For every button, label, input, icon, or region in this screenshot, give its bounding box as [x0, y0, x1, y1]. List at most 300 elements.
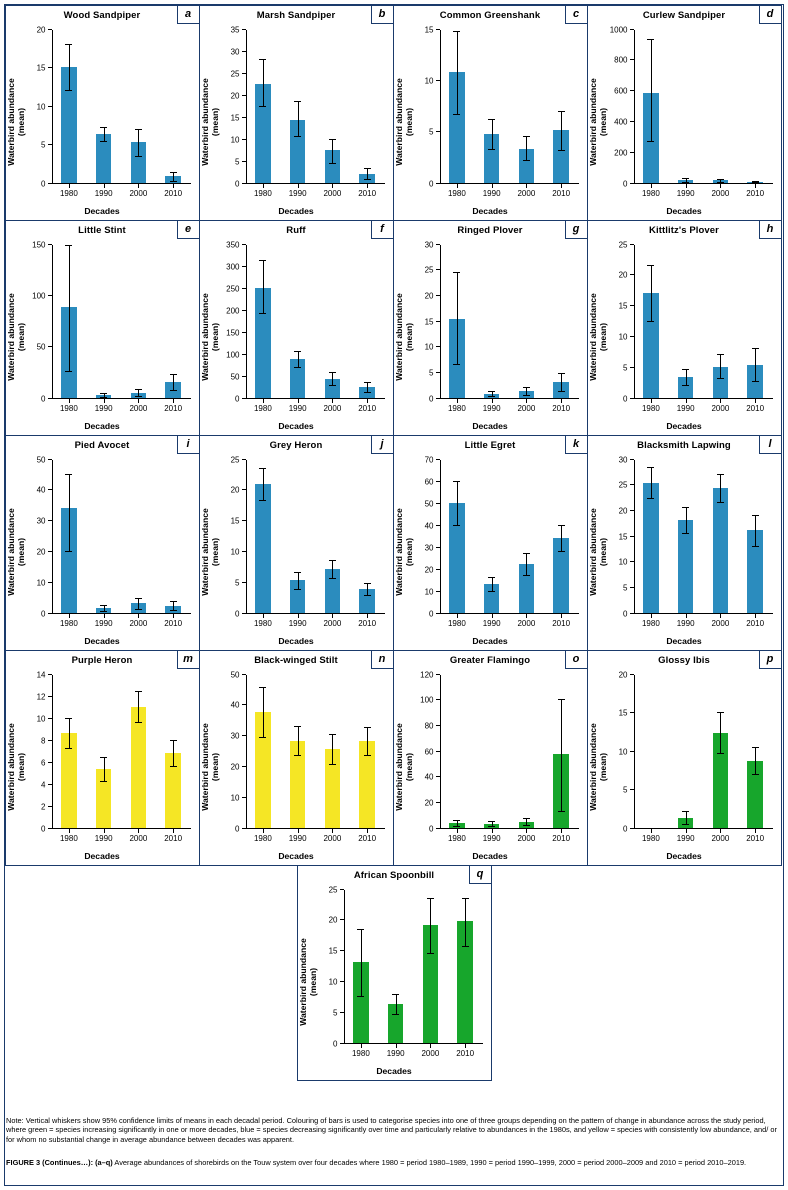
y-axis-label-line: Waterbird abundance	[199, 77, 210, 166]
y-axis-line	[52, 460, 53, 614]
error-bar-cap	[523, 387, 530, 388]
y-tick-label: 30	[424, 240, 434, 249]
error-bar	[332, 561, 333, 579]
axis-box	[609, 25, 773, 198]
x-tick	[298, 829, 299, 833]
error-bar-cap	[294, 572, 301, 573]
x-axis-label: Decades	[278, 635, 314, 646]
y-axis-line	[246, 460, 247, 614]
error-bar	[526, 554, 527, 576]
y-tick-label: 10	[618, 747, 628, 756]
y-tick-label: 30	[618, 455, 628, 464]
y-tick	[242, 51, 246, 52]
axis-box	[230, 25, 385, 198]
error-bar-cap	[488, 826, 495, 827]
y-tick-label: 60	[424, 747, 434, 756]
y-tick	[630, 121, 634, 122]
x-tick-label: 1990	[288, 403, 307, 413]
x-tick	[69, 399, 70, 403]
y-tick-label: 70	[424, 455, 434, 464]
error-bar	[561, 374, 562, 392]
y-tick	[630, 613, 634, 614]
error-bar-cap	[100, 397, 107, 398]
x-axis-line	[634, 613, 773, 614]
error-bar-cap	[170, 172, 177, 173]
y-tick-label: 40	[424, 772, 434, 782]
error-bar-cap	[752, 381, 759, 382]
y-axis-line	[634, 245, 635, 399]
y-tick	[340, 1012, 344, 1013]
chart-title: Pied Avocet	[74, 439, 130, 451]
plot-area	[6, 454, 199, 650]
y-tick-label: 0	[235, 824, 240, 833]
error-bar-cap	[357, 996, 364, 997]
y-tick-label: 10	[230, 547, 240, 557]
x-tick	[69, 184, 70, 188]
figure-note: Note: Vertical whiskers show 95% confidence limits of means in each decadal period. Colouring of bars is used to categorise species into one of three groups depending on the pattern of change in abundance across the study period, where green = species increasing significantly in one or more decades, blue = species decreasing significantly over time and particularly relative to abundances in the 1980s, and yellow = species with consistently low abundance, and/ or for whom no substantial change in average abundance between decades was apparent.	[6, 1116, 777, 1144]
error-bar-cap	[523, 818, 530, 819]
error-bar-cap	[682, 385, 689, 386]
y-tick-label: 40	[230, 700, 240, 710]
y-tick-label: 0	[429, 609, 434, 618]
error-bar-cap	[717, 354, 724, 355]
y-tick-label: 50	[36, 455, 46, 464]
error-bar	[263, 60, 264, 106]
y-tick	[242, 489, 246, 490]
error-bar-cap	[717, 474, 724, 475]
y-tick-label: 10	[230, 135, 240, 144]
y-tick-label: 0	[235, 179, 240, 188]
y-axis-label-line: Waterbird abundance	[393, 77, 404, 166]
error-bar-cap	[647, 39, 654, 40]
y-tick	[48, 674, 52, 675]
error-bar-cap	[558, 111, 565, 112]
chart-panel-k	[393, 435, 588, 651]
y-tick-label: 5	[623, 583, 628, 593]
y-tick-label: 5	[429, 368, 434, 378]
x-tick-label: 1990	[94, 403, 113, 413]
chart-title: Curlew Sandpiper	[642, 9, 726, 21]
y-tick-label: 200	[226, 306, 240, 315]
y-tick	[630, 561, 634, 562]
x-tick-label: 2000	[517, 833, 536, 843]
error-bar	[686, 508, 687, 534]
x-tick	[686, 614, 687, 618]
error-bar-cap	[453, 826, 460, 827]
y-tick	[436, 674, 440, 675]
x-axis-line	[246, 183, 385, 184]
error-bar-cap	[752, 182, 759, 183]
x-axis-line	[246, 828, 385, 829]
y-axis-label-line: Waterbird abundance	[587, 722, 598, 811]
y-tick	[242, 551, 246, 552]
x-tick-label: 1990	[288, 833, 307, 843]
x-tick-label: 1990	[676, 403, 695, 413]
error-bar-cap	[100, 141, 107, 142]
x-axis-label: Decades	[278, 420, 314, 431]
x-tick	[492, 829, 493, 833]
y-axis-label	[6, 62, 26, 182]
y-tick	[436, 372, 440, 373]
panel-tag: q	[469, 866, 491, 884]
chart-title: Blacksmith Lapwing	[637, 439, 731, 451]
y-axis-label-line: (mean)	[597, 537, 608, 566]
x-tick	[298, 184, 299, 188]
error-bar-cap	[65, 245, 72, 246]
x-tick-label: 2010	[358, 188, 377, 198]
x-tick-label: 1990	[482, 833, 501, 843]
error-bar-cap	[392, 1014, 399, 1015]
x-axis-line	[440, 398, 579, 399]
y-tick-label: 10	[36, 102, 46, 111]
x-tick	[332, 399, 333, 403]
error-bar-cap	[135, 129, 142, 130]
y-tick-label: 50	[36, 342, 46, 352]
y-tick-label: 80	[424, 721, 434, 731]
figure-caption	[6, 1158, 782, 1167]
y-tick	[48, 489, 52, 490]
plot-area	[298, 884, 491, 1080]
error-bar-cap	[294, 101, 301, 102]
chart-title: Greater Flamingo	[449, 654, 531, 666]
error-bar-cap	[259, 468, 266, 469]
x-tick	[457, 399, 458, 403]
y-tick-label: 5	[235, 157, 240, 166]
x-tick-label: 2010	[552, 618, 571, 628]
y-tick	[48, 582, 52, 583]
y-axis-label	[394, 62, 414, 182]
y-tick-label: 120	[420, 670, 434, 679]
axis-box	[230, 455, 385, 628]
chart-panel-h	[587, 220, 782, 436]
y-tick	[242, 828, 246, 829]
y-tick	[630, 751, 634, 752]
y-tick	[242, 73, 246, 74]
y-axis-label-line: Waterbird abundance	[393, 722, 404, 811]
y-axis-label-line: (mean)	[597, 752, 608, 781]
error-bar-cap	[558, 551, 565, 552]
axis-box	[618, 455, 773, 628]
axis-box	[424, 455, 579, 628]
y-tick-label: 20	[424, 291, 434, 301]
chart-title: Marsh Sandpiper	[256, 9, 336, 21]
error-bar-cap	[682, 178, 689, 179]
error-bar	[298, 727, 299, 756]
error-bar	[755, 349, 756, 383]
panel-tag: a	[177, 6, 199, 24]
error-bar	[561, 526, 562, 552]
y-tick	[436, 591, 440, 592]
x-axis-label: Decades	[472, 205, 508, 216]
chart-title: Common Greenshank	[439, 9, 541, 21]
x-tick	[465, 1044, 466, 1048]
y-tick-label: 0	[41, 179, 46, 188]
x-tick	[263, 184, 264, 188]
x-tick-label: 1980	[253, 403, 272, 413]
x-axis-label: Decades	[666, 635, 702, 646]
panel-tag: p	[759, 651, 781, 669]
x-axis-line	[440, 613, 579, 614]
error-bar-cap	[427, 953, 434, 954]
x-tick-label: 2000	[517, 618, 536, 628]
chart-panel-n	[199, 650, 394, 866]
x-tick	[755, 399, 756, 403]
error-bar-cap	[453, 525, 460, 526]
x-tick	[104, 184, 105, 188]
y-tick	[436, 613, 440, 614]
error-bar-cap	[259, 687, 266, 688]
error-bar-cap	[364, 727, 371, 728]
error-bar-cap	[558, 391, 565, 392]
y-axis-label-line: Waterbird abundance	[199, 292, 210, 381]
y-tick-label: 20	[36, 25, 46, 34]
y-tick	[242, 29, 246, 30]
y-axis-label-line: (mean)	[403, 537, 414, 566]
x-tick-label: 2000	[129, 403, 148, 413]
error-bar-cap	[259, 737, 266, 738]
error-bar-cap	[558, 699, 565, 700]
y-tick-label: 4	[41, 780, 46, 789]
y-tick-label: 0	[41, 609, 46, 618]
error-bar-cap	[170, 601, 177, 602]
x-tick	[651, 829, 652, 833]
axis-box	[420, 670, 579, 843]
y-tick	[436, 29, 440, 30]
panel-row	[5, 865, 783, 1080]
x-tick	[755, 829, 756, 833]
error-bar	[396, 995, 397, 1015]
y-tick-label: 0	[235, 394, 240, 403]
error-bar-cap	[135, 598, 142, 599]
x-tick	[69, 614, 70, 618]
error-bar-cap	[647, 321, 654, 322]
x-tick	[492, 614, 493, 618]
x-tick-label: 1990	[94, 618, 113, 628]
error-bar-cap	[65, 551, 72, 552]
y-tick-label: 300	[226, 262, 240, 271]
y-tick	[340, 981, 344, 982]
y-tick	[48, 613, 52, 614]
x-tick-label: 2000	[129, 618, 148, 628]
y-axis-label-line: (mean)	[597, 107, 608, 136]
error-bar-cap	[558, 150, 565, 151]
chart-title: Grey Heron	[269, 439, 323, 451]
x-axis-label: Decades	[84, 420, 120, 431]
y-tick	[630, 90, 634, 91]
panel-tag: e	[177, 221, 199, 239]
y-tick-label: 30	[424, 543, 434, 552]
y-axis-label	[588, 492, 608, 612]
error-bar	[361, 930, 362, 997]
y-axis-label	[200, 492, 220, 612]
plot-area	[6, 24, 199, 220]
axis-box	[424, 25, 579, 198]
y-tick	[630, 244, 634, 245]
x-tick	[104, 399, 105, 403]
y-tick-label: 20	[230, 91, 240, 100]
error-bar	[138, 692, 139, 723]
x-tick-label: 2010	[746, 403, 765, 413]
chart-title: Black-winged Stilt	[254, 654, 338, 666]
error-bar	[526, 137, 527, 161]
y-tick	[436, 269, 440, 270]
y-tick	[436, 699, 440, 700]
error-bar-cap	[682, 182, 689, 183]
error-bar-cap	[170, 374, 177, 375]
y-tick	[242, 354, 246, 355]
y-tick-label: 20	[328, 915, 338, 925]
error-bar-cap	[717, 182, 724, 183]
plot-area	[588, 239, 781, 435]
error-bar-cap	[259, 59, 266, 60]
error-bar-cap	[488, 396, 495, 397]
error-bar-cap	[135, 389, 142, 390]
error-bar-cap	[65, 44, 72, 45]
y-axis-line	[440, 30, 441, 184]
error-bar-cap	[364, 179, 371, 180]
x-axis-label: Decades	[666, 205, 702, 216]
error-bar-cap	[453, 31, 460, 32]
x-tick-label: 1980	[59, 833, 78, 843]
error-bar-cap	[682, 369, 689, 370]
error-bar	[263, 469, 264, 501]
x-tick-label: 2010	[358, 403, 377, 413]
error-bar-cap	[752, 181, 759, 182]
y-tick	[48, 67, 52, 68]
error-bar-cap	[523, 575, 530, 576]
y-axis-line	[344, 890, 345, 1044]
x-tick	[367, 399, 368, 403]
x-tick-label: 1980	[59, 618, 78, 628]
x-axis-label: Decades	[84, 850, 120, 861]
error-bar-cap	[647, 265, 654, 266]
error-bar-cap	[364, 382, 371, 383]
y-tick-label: 100	[226, 350, 240, 359]
error-bar-cap	[752, 774, 759, 775]
x-tick	[173, 184, 174, 188]
error-bar-cap	[488, 821, 495, 822]
error-bar-cap	[523, 553, 530, 554]
y-tick	[630, 367, 634, 368]
y-tick-label: 15	[328, 946, 338, 956]
x-tick-label: 1990	[676, 618, 695, 628]
error-bar	[263, 688, 264, 737]
error-bar-cap	[364, 168, 371, 169]
x-tick-label: 1980	[59, 403, 78, 413]
y-axis-label-line: (mean)	[209, 322, 220, 351]
x-tick-label: 2000	[711, 833, 730, 843]
x-tick-label: 2010	[164, 403, 183, 413]
y-tick	[48, 828, 52, 829]
error-bar-cap	[392, 994, 399, 995]
error-bar-cap	[558, 811, 565, 812]
y-tick-label: 100	[420, 695, 434, 705]
y-tick-label: 0	[333, 1039, 338, 1048]
x-axis-line	[634, 398, 773, 399]
panel-tag: f	[371, 221, 393, 239]
error-bar	[720, 713, 721, 754]
y-tick	[48, 244, 52, 245]
y-tick	[436, 321, 440, 322]
y-tick-label: 10	[424, 342, 434, 352]
x-tick-label: 1980	[641, 618, 660, 628]
error-bar-cap	[170, 390, 177, 391]
y-axis-label-line: Waterbird abundance	[5, 722, 16, 811]
x-axis-line	[440, 183, 579, 184]
x-axis-label: Decades	[84, 635, 120, 646]
y-tick-label: 60	[424, 477, 434, 486]
y-axis-line	[246, 30, 247, 184]
x-tick-label: 2010	[552, 833, 571, 843]
error-bar	[457, 32, 458, 115]
y-tick	[48, 520, 52, 521]
caption-bold: FIGURE 3 (Continues…): (a–q)	[6, 1158, 113, 1167]
y-axis-label-line: (mean)	[597, 322, 608, 351]
y-tick-label: 20	[230, 485, 240, 495]
error-bar-cap	[717, 378, 724, 379]
y-tick	[436, 183, 440, 184]
x-tick-label: 2000	[323, 403, 342, 413]
y-tick	[48, 106, 52, 107]
error-bar	[104, 758, 105, 782]
error-bar	[69, 475, 70, 552]
y-tick-label: 10	[618, 557, 628, 567]
y-tick-label: 400	[614, 117, 628, 127]
error-bar-cap	[682, 507, 689, 508]
error-bar	[332, 735, 333, 766]
y-tick	[436, 481, 440, 482]
plot-area	[200, 669, 393, 865]
plot-area	[394, 24, 587, 220]
y-tick-label: 0	[429, 824, 434, 833]
x-tick	[561, 399, 562, 403]
y-tick-label: 20	[618, 670, 628, 679]
error-bar-cap	[294, 589, 301, 590]
y-tick	[436, 459, 440, 460]
error-bar	[332, 140, 333, 164]
panel-row	[5, 220, 783, 435]
x-tick-label: 1990	[288, 618, 307, 628]
x-tick-label: 2010	[164, 188, 183, 198]
axis-box	[226, 240, 385, 413]
y-tick-label: 15	[424, 317, 434, 326]
error-bar-cap	[170, 766, 177, 767]
x-tick	[526, 184, 527, 188]
y-tick	[630, 674, 634, 675]
x-tick-label: 2000	[323, 618, 342, 628]
error-bar	[298, 573, 299, 590]
error-bar	[173, 375, 174, 391]
y-tick	[436, 828, 440, 829]
x-tick	[651, 614, 652, 618]
error-bar-cap	[717, 753, 724, 754]
error-bar-cap	[427, 898, 434, 899]
error-bar-cap	[294, 367, 301, 368]
error-bar-cap	[488, 391, 495, 392]
panel-row	[5, 5, 783, 220]
error-bar	[561, 700, 562, 812]
y-tick-label: 10	[424, 587, 434, 596]
y-tick	[242, 161, 246, 162]
x-tick	[298, 399, 299, 403]
y-tick	[630, 398, 634, 399]
y-tick	[48, 762, 52, 763]
y-axis-label-line: Waterbird abundance	[5, 507, 16, 596]
y-tick-label: 20	[230, 762, 240, 772]
panel-tag: o	[565, 651, 587, 669]
x-tick	[686, 829, 687, 833]
error-bar-cap	[453, 272, 460, 273]
